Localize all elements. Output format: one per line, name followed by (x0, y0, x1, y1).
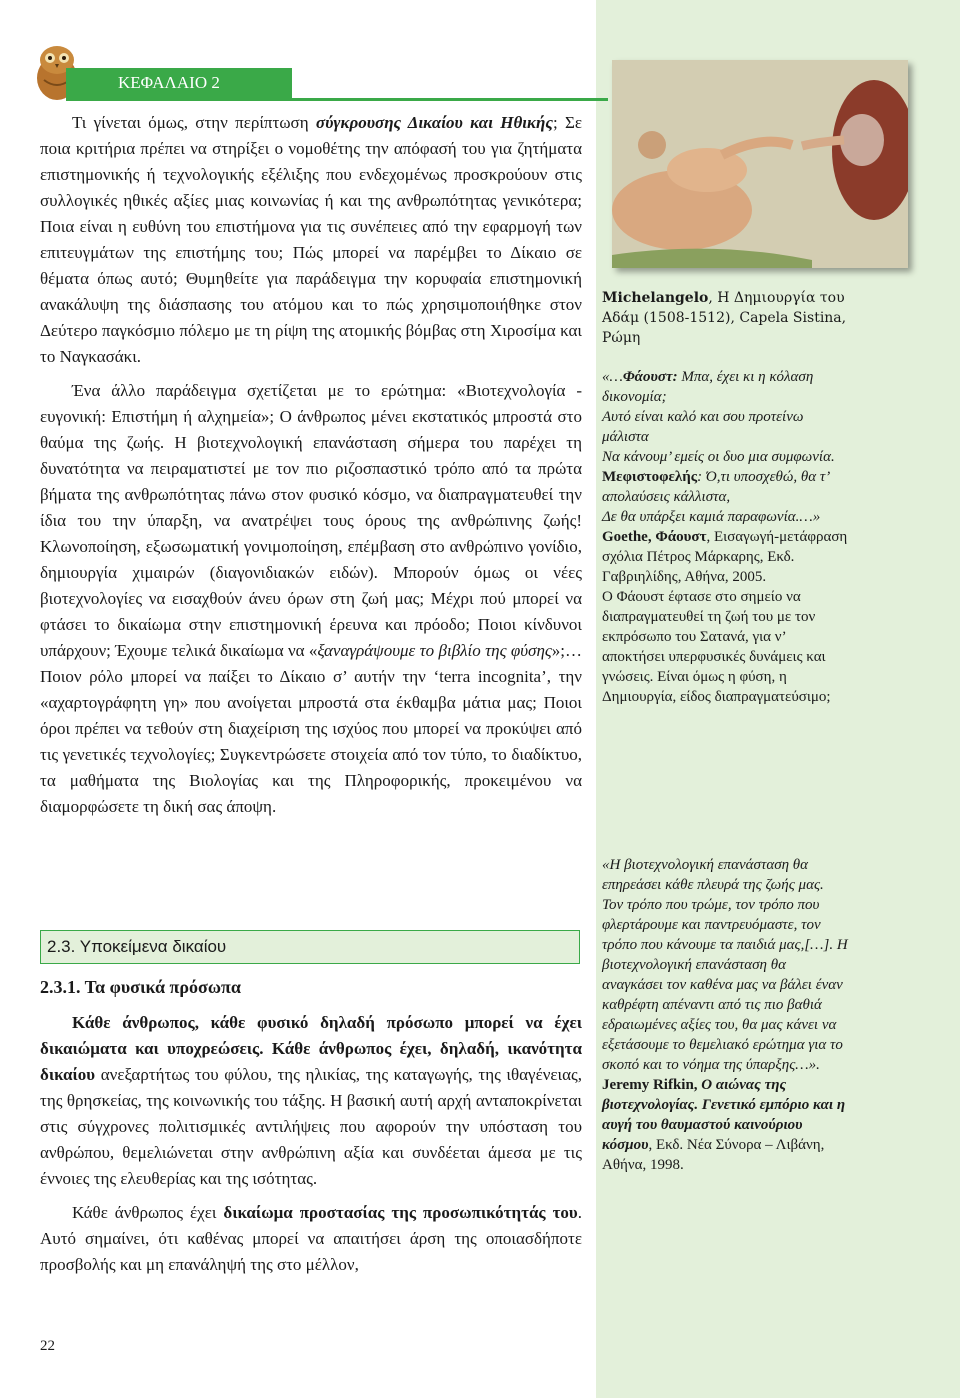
image-caption: Michelangelo, Η Δημιουργία του Αδάμ (1508-1512), Capela Sistina, Ρώμη (602, 290, 847, 346)
subsection-heading: 2.3.1. Τα φυσικά πρόσωπα (40, 977, 241, 997)
page-number: 22 (40, 1338, 55, 1354)
chapter-label: ΚΕΦΑΛΑΙΟ 2 (66, 68, 292, 98)
main-text-upper (40, 110, 582, 820)
paragraph-3: Κάθε άνθρωπος, κάθε φυσικό δηλαδή πρόσωπο μπορεί να έχει δικαιώματα και υποχρεώσεις. Κάθε άνθρωπος έχει, δηλαδή, ικανότητα δικαίου ανεξαρτήτως του φύλου, της ηλικίας, της καταγωγής, της ιθαγένειας, της θρησκείας, της κοινωνικής του τάξης. Η βασική αυτή αρχή ανταποκρίνεται στις σύγχρονες πολιτισμικές αντιλήψεις που αφορούν την υπόσταση του ανθρώπου, θεμελιώνεται στην ανθρώπινη αξία και συνδέεται άμεσα με τις έννοιες της ελευθερίας και της ισότητας. (40, 1013, 582, 1188)
section-heading: 2.3. Υποκείμενα δικαίου (40, 930, 580, 964)
paragraph-2: Ένα άλλο παράδειγμα σχετίζεται με το ερώτημα: «Βιοτεχνολογία - ευγονική: Επιστήμη ή αλχημεία»; Ο άνθρωπος μένει εκστατικός μπροστά στο θαύμα της ζωής. Η βιοτεχνολογική επανάσταση σήμερα του παρέχει τη δυνατότητα να πειραματιστεί με τον πιο ριζοσπαστικό τρόπο από τα πρώτα βήματα της ανθρωπότητας πάνω στον φυσικό κόσμο, να διαπραγματευθεί την ίδια του την ύπαρξη, να ανατρέψει τους όρους της ανθρώπινης ζωής! Κλωνοποίηση, εξωσωματική γονιμοποίηση, επέμβαση στο ανθρώπινο γονίδιο, δημιουργία χιμαιρών (διαγονιδιακών ειδών). Μπορούν όμως οι νέες βιοτεχνολογίες να εισαχθούν άνευ όρων στη ζωή μας; Μέχρι πού μπορεί να φτάσει το δικαίωμα στην επιστημονική έρευνα και πρόοδο; Ποιοι κίνδυνοι υπάρχουν; Έχουμε τελικά δικαίωμα να «ξαναγράψουμε το βιβλίο της φύσης»;…Ποιον ρόλο μπορεί να παίξει το Δίκαιο σ’ αυτήν την ‘terra incognita’, την «αχαρτογράφητη γη» που ανοίγεται μπροστά στα έκθαμβα μάτια μας; Ποιοι όροι πρέπει να τεθούν στη διαχείριση της ισχύος που μπορεί να προκύψει από τις γενετικές τεχνολογίες; Συγκεντρώσετε στοιχεία από τον τύπο, το διαδίκτυο, τα μαθήματα της Βιολογίας και της Πληροφορικής, προκειμένου να διαμορφώσετε τη δική σας άποψη. (40, 381, 583, 816)
faust-quote: «…Φάουστ: Μπα, έχει κι η κόλαση δικονομία; Αυτό είναι καλό και σου προτείνω μάλιστα Να κάνουμ’ εμείς οι δυο μια συμφωνία. Μεφιστοφελής: Ό,τι υποσχεθώ, θα τ’ απολαύσεις κάλλιστα, Δε θα υπάρξει καμιά παραφωνία.…» Goethe, Φάουστ, Εισαγωγή-μετάφραση σχόλια Πέτρος Μάρκαρης, Εκδ. Γαβριηλίδης, Αθήνα, 2005. Ο Φάουστ έφτασε στο σημείο να διαπραγματευθεί τη ζωή του με τον εκπρόσωπο του Σατανά, για ν’ αποκτήσει υπερφυσικές δυνάμεις και γνώσεις. Είναι όμως η φύση, η Δημιουργία, είδος διαπραγματεύσιμο; (602, 369, 848, 705)
main-text-lower (40, 1010, 582, 1278)
creation-of-adam-image (612, 60, 908, 268)
chapter-rule (66, 98, 608, 101)
rifkin-quote: «Η βιοτεχνολογική επανάσταση θα επηρεάσει κάθε πλευρά της ζωής μας. Τον τρόπο που τρώμε, τον τρόπο που φλερτάρουμε και παντρευόμαστε, τον τρόπο που κάνουμε τα παιδιά μας,[…]. Η βιοτεχνολογική επανάσταση θα αναγκάσει τον καθένα μας να βάλει έναν καθρέφτη απέναντι από τις πιο βαθιά εδραιωμένες αξίες του, θα μας κάνει να εξετάσουμε το θεμελιακό ερώτημα για το σκοπό και το νόημα της ύπαρξης…». Jeremy Rifkin, Ο αιώνας της βιοτεχνολογίας. Γενετικό εμπόριο και η αυγή του θαυμαστού καινούριου κόσμου, Εκδ. Νέα Σύνορα – Λιβάνη, Αθήνα, 1998. (602, 857, 848, 1173)
paragraph-1: Τι γίνεται όμως, στην περίπτωση σύγκρουσης Δικαίου και Ηθικής; Σε ποια κριτήρια πρέπει να στηρίξει ο νομοθέτης την απόφασή του για ζητήματα επιστημονικής ή τεχνολογικής εξέλιξης που ενδεχομένως προσκρούουν στις συλλογικές ηθικές αξίες μιας κοινωνίας ή και της ανθρωπότητας γενικότερα; Ποια είναι η ευθύνη του επιστήμονα για τις συνέπειες από την εφαρμογή των επιτευγμάτων της επιστήμης του; Πώς μπορεί να παρέμβει το Δίκαιο σε θέματα όπως αυτό; Θυμηθείτε για παράδειγμα την κορυφαία επιστημονική ανακάλυψη της διάσπασης του ατόμου και το πώς χρησιμοποιήθηκε στον Δεύτερο παγκόσμιο πόλεμο με τη ρίψη της ατομικής βόμβας στη Χιροσίμα και το Ναγκασάκι. (40, 113, 582, 366)
paragraph-4: Κάθε άνθρωπος έχει δικαίωμα προστασίας της προσωπικότητάς του. Αυτό σημαίνει, ότι καθένας μπορεί να απαιτήσει άρση της οποιασδήποτε προσβολής και μη επανάληψή της στο μέλλον, (40, 1203, 582, 1274)
